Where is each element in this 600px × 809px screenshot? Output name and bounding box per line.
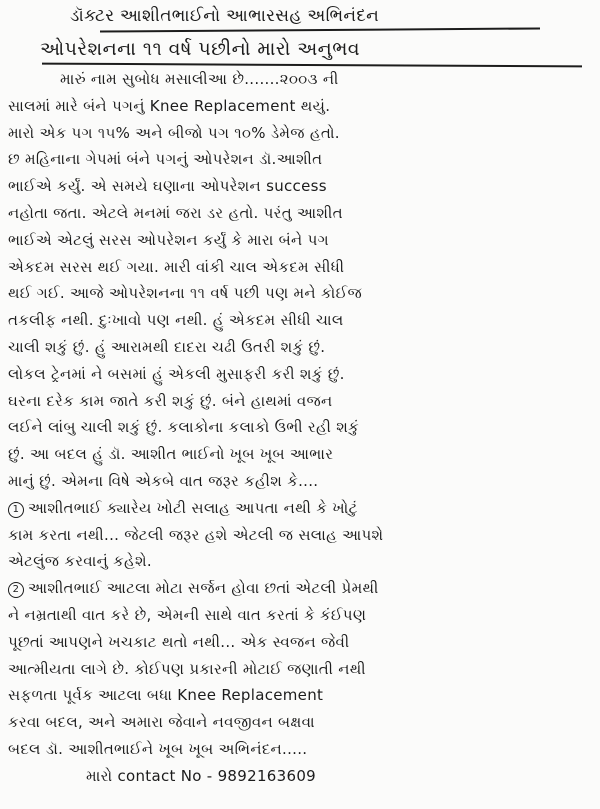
body-line: લોકલ ટ્રેનમાં ને બસમાં હું એકલી મુસાફરી કરી શકું છું. [8, 364, 345, 383]
point-two-marker: 2 [8, 582, 24, 598]
point-one-line: એટલુંજ કરવાનું કહેશે. [8, 552, 152, 571]
contact-number: મારો contact No - 9892163609 [86, 766, 317, 785]
body-line: ચાલી શકું છું. હું આરામથી દાદરા ચઢી ઉતરી શકું છું. [8, 337, 326, 356]
letter-heading: ડૉક્ટર આશીતભાઈનો આભારસહ અભિનંદન [70, 6, 380, 26]
point-two-line: બદલ ડૉ. આશીતભાઈને ખૂબ ખૂબ અભિનંદન..... [8, 739, 308, 758]
body-line: મારું નામ સુબોધ મસાલીઆ છે.......૨૦૦૩ ની [60, 70, 339, 88]
body-line: ઘરના દરેક કામ જાતે કરી શકું છું. બંને હાથમાં વજન [8, 391, 333, 410]
body-line: લઈને લાંબુ ચાલી શકું છું. કલાકોના કલાકો ઉભી રહી શકું [8, 418, 360, 437]
letter-body [8, 66, 594, 790]
body-line: થઈ ગઈ. આજે ઓપરેશનના ૧૧ વર્ષ પછી પણ મને કોઈજ [8, 284, 362, 303]
point-two-line [8, 575, 594, 602]
point-two-line: આત્મીયતા લાગે છે. કોઈપણ પ્રકારની મોટાઈ જણાતી નથી [8, 659, 366, 678]
point-two-line: પૂછતાં આપણને ખચકાટ થતો નથી... એક સ્વજન જેવી [8, 632, 350, 651]
point-one-line [8, 495, 594, 522]
body-line: સાલમાં મારે બંને પગનું Knee Replacement થયું. [8, 96, 331, 115]
point-one-text: આશીતભાઈ ક્યારેય ખોટી સલાહ આપતા નથી કે ખોટું [28, 498, 358, 517]
body-line: માનું છું. એમના વિષે એકબે વાત જરૂર કહીશ કે.... [8, 471, 319, 490]
point-two-line: સફળતા પૂર્વક આટલા બધા Knee Replacement [8, 686, 324, 705]
body-line: છું. આ બદલ હું ડૉ. આશીત ભાઈનો ખૂબ ખૂબ આભાર [8, 445, 334, 464]
body-line: ભાઈએ કર્યું. એ સમયે ઘણાના ઓપરેશન success [8, 177, 327, 196]
body-line: ભાઈએ એટલું સરસ ઓપરેશન કર્યું કે મારા બંને પગ [8, 230, 329, 249]
body-line: છ મહિનાના ગેપમાં બંને પગનું ઓપરેશન ડૉ.આશીત [8, 150, 323, 169]
point-one-line: કામ કરતા નથી... જેટલી જરૂર હશે એટલી જ સલાહ આપશે [8, 525, 384, 544]
letter-title: ઓપરેશનના ૧૧ વર્ષ પછીનો મારો અનુભવ [40, 38, 361, 60]
point-one-marker: 1 [8, 502, 24, 518]
point-two-text: આશીતભાઈ આટલા મોટા સર્જન હોવા છતાં એટલી પ્રેમથી [28, 579, 379, 598]
body-line: એકદમ સરસ થઈ ગયા. મારી વાંકી ચાલ એકદમ સીધી [8, 257, 345, 276]
point-two-line: ને નમ્રતાથી વાત કરે છે, એમની સાથે વાત કરતાં કે કંઈપણ [8, 605, 367, 624]
body-line: મારો એક પગ ૧૫% અને બીજો પગ ૧૦% ડેમેજ હતો. [8, 123, 340, 142]
body-line: નહોતા જતા. એટલે મનમાં જરા ડર હતો. પરંતુ આશીત [8, 203, 343, 222]
point-two-line: કરવા બદલ, અને અમારા જેવાને નવજીવન બક્ષવા [8, 713, 315, 732]
body-line: તકલીફ નથી. દુઃખાવો પણ નથી. હું એકદમ સીધી ચાલ [8, 311, 344, 330]
